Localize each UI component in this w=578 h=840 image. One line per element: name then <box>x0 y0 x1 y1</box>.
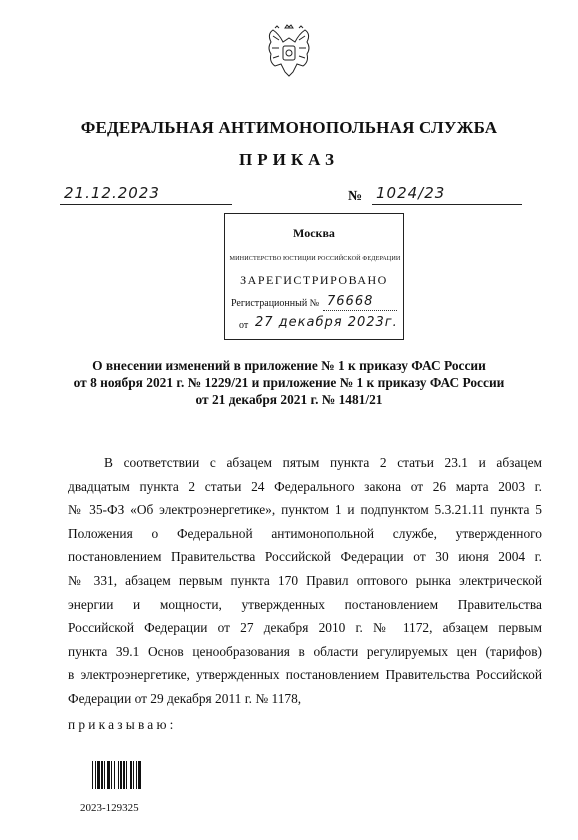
body-line: в электроэнергетике, утвержденных постановлением Правительства Российской <box>68 667 542 683</box>
subject-line: О внесении изменений в приложение № 1 к приказу ФАС России <box>92 358 486 373</box>
stamp-ministry: МИНИСТЕРСТВО ЮСТИЦИИ РОССИЙСКОЙ ФЕДЕРАЦИИ <box>229 255 401 262</box>
stamp-reg-number: 76668 <box>327 294 374 309</box>
body-line: Российской Федерации от 27 декабря 2010 г. № 1172, абзацем первым <box>68 620 542 636</box>
body-line: № 35-ФЗ «Об электроэнергетике», пунктом 1 и подпунктом 5.3.21.11 пункта 5 <box>68 502 542 518</box>
order-number-field <box>372 185 522 205</box>
order-date: 21.12.2023 <box>64 184 160 202</box>
barcode-id: 2023-129325 <box>80 802 139 814</box>
body-line: пункта 39.1 Основ ценообразования в области регулируемых цен (тарифов) <box>68 643 542 659</box>
barcode-icon <box>92 761 150 789</box>
body-line: Положения о Федеральной антимонопольной службе, утвержденного <box>68 525 542 541</box>
decree-word: приказываю: <box>68 717 177 732</box>
stamp-status: ЗАРЕГИСТРИРОВАНО <box>240 273 388 287</box>
stamp-reg-underline <box>323 310 397 311</box>
coat-of-arms-icon <box>263 24 315 82</box>
stamp-from-date: 27 декабря 2023г. <box>255 315 398 330</box>
order-subject <box>40 357 538 408</box>
subject-line: от 8 ноября 2021 г. № 1229/21 и приложение № 1 к приказу ФАС России <box>73 375 505 390</box>
order-body <box>68 451 542 711</box>
stamp-city: Москва <box>293 226 335 240</box>
body-line: № 331, абзацем первым пункта 170 Правил оптового рынка электрической <box>68 572 542 588</box>
document-type: ПРИКАЗ <box>239 150 339 169</box>
body-line: Федерации от 29 декабря 2011 г. № 1178, <box>68 690 302 706</box>
number-sign: № <box>348 189 363 204</box>
stamp-from-label: от <box>239 320 249 331</box>
registration-stamp <box>224 213 404 340</box>
body-line: энергии и мощности, утвержденных постановлением Правительства <box>68 596 542 612</box>
stamp-reg-label: Регистрационный № <box>231 298 320 309</box>
body-line: В соответствии с абзацем пятым пункта 2 статьи 23.1 и абзацем <box>104 455 542 470</box>
order-number: 1024/23 <box>376 184 446 202</box>
body-line: двадцатым пункта 2 статьи 24 Федерального закона от 26 марта 2003 г. <box>68 478 542 494</box>
body-line: постановлением Правительства Российской Федерации от 30 июня 2004 г. <box>68 549 542 565</box>
subject-line: от 21 декабря 2021 г. № 1481/21 <box>195 392 383 407</box>
agency-name: ФЕДЕРАЛЬНАЯ АНТИМОНОПОЛЬНАЯ СЛУЖБА <box>80 118 498 137</box>
order-date-field <box>60 185 232 205</box>
